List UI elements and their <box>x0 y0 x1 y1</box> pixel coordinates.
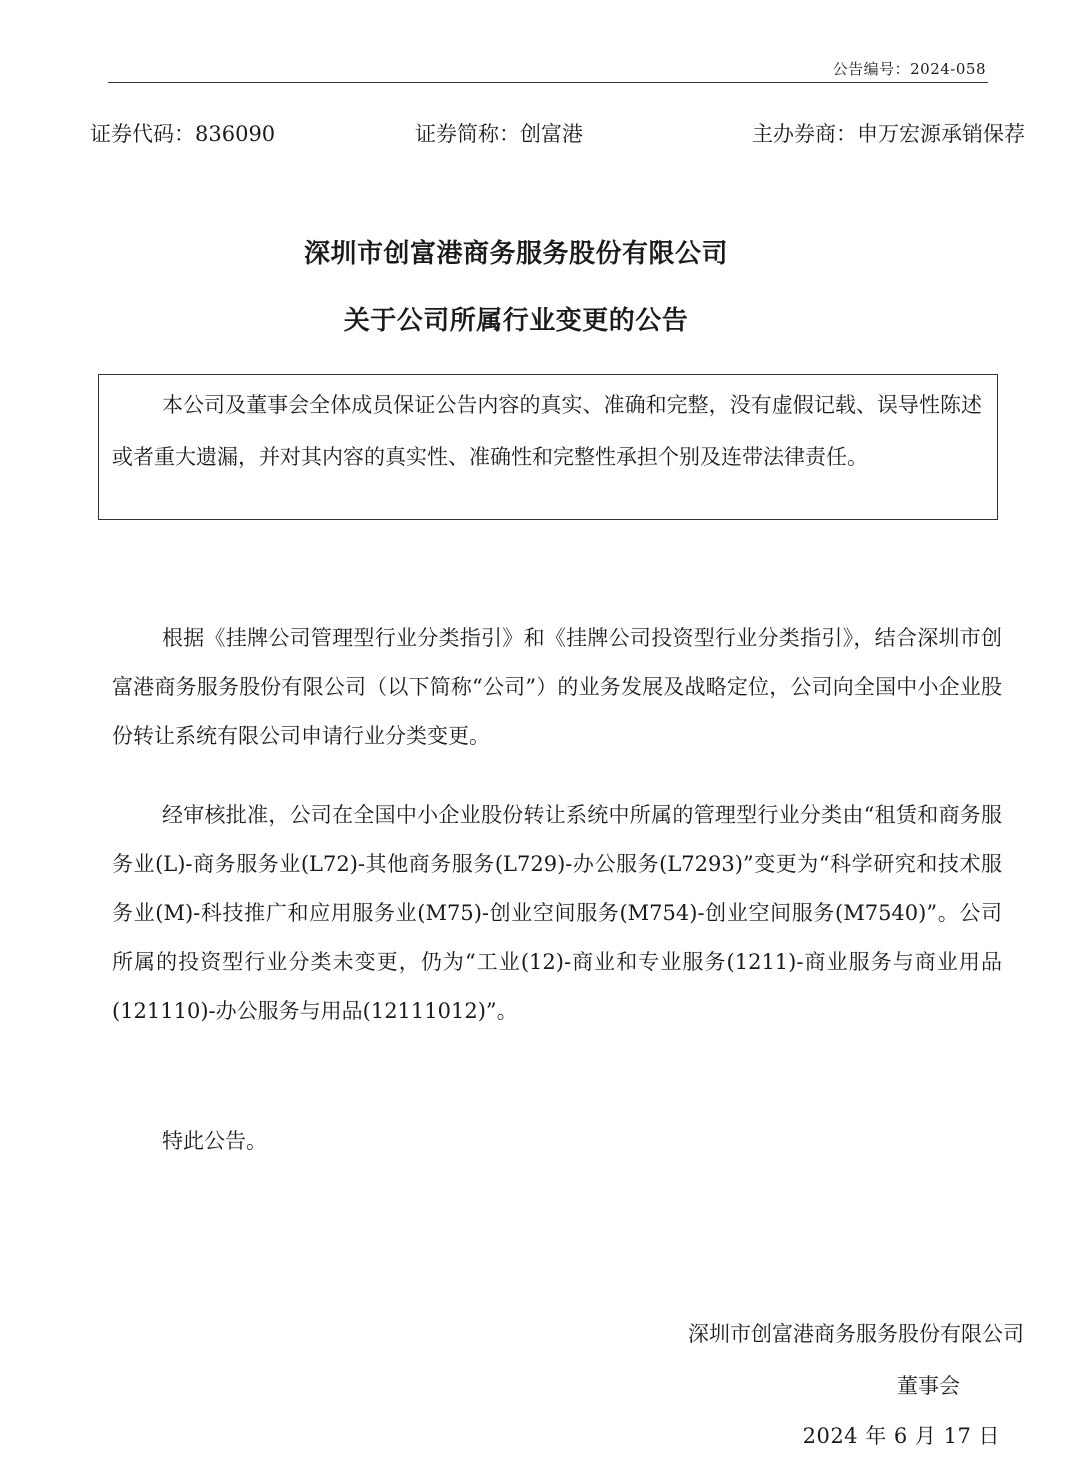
securities-short-name: 证券简称：创富港 <box>415 122 583 146</box>
document-title-company: 深圳市创富港商务服务股份有限公司 <box>303 239 728 269</box>
securities-info-row <box>90 118 1025 152</box>
lead-sponsor: 主办券商：申万宏源承销保荐 <box>752 122 1025 146</box>
body-paragraph-change: 经审核批准，公司在全国中小企业股份转让系统中所属的管理型行业分类由“租赁和商务服务业(L)-商务服务业(L72)-其他商务服务(L729)-办公服务(L7293)”变更为“科学研究和技术服务业(M)-科技推广和应用服务业(M75)-创业空间服务(M754)-创业空间服务(M7540)”。公司所属的投资型行业分类未变更，仍为“工业(12)-商业和专业服务(1211)-商业服务与商业用品(121110)-办公服务与用品(12111012)”。 <box>112 803 1002 1023</box>
disclaimer-box <box>98 374 998 520</box>
disclaimer-text: 本公司及董事会全体成员保证公告内容的真实、准确和完整，没有虚假记载、误导性陈述或者重大遗漏，并对其内容的真实性、准确性和完整性承担个别及连带法律责任。 <box>112 393 982 469</box>
signature-date: 2024 年 6 月 17 日 <box>802 1424 1000 1448</box>
securities-code: 证券代码：836090 <box>90 122 276 146</box>
body-paragraph-basis: 根据《挂牌公司管理型行业分类指引》和《挂牌公司投资型行业分类指引》，结合深圳市创富港商务服务股份有限公司（以下简称“公司”）的业务发展及战略定位，公司向全国中小企业股份转让系统有限公司申请行业分类变更。 <box>112 626 1002 748</box>
document-title-subject: 关于公司所属行业变更的公告 <box>343 306 689 336</box>
page-header <box>108 56 988 83</box>
signature-board: 董事会 <box>897 1374 960 1398</box>
announcement-number: 公告编号：2024-058 <box>832 60 986 78</box>
body-paragraph-closing: 特此公告。 <box>162 1129 267 1153</box>
signature-company: 深圳市创富港商务服务股份有限公司 <box>688 1322 1024 1346</box>
